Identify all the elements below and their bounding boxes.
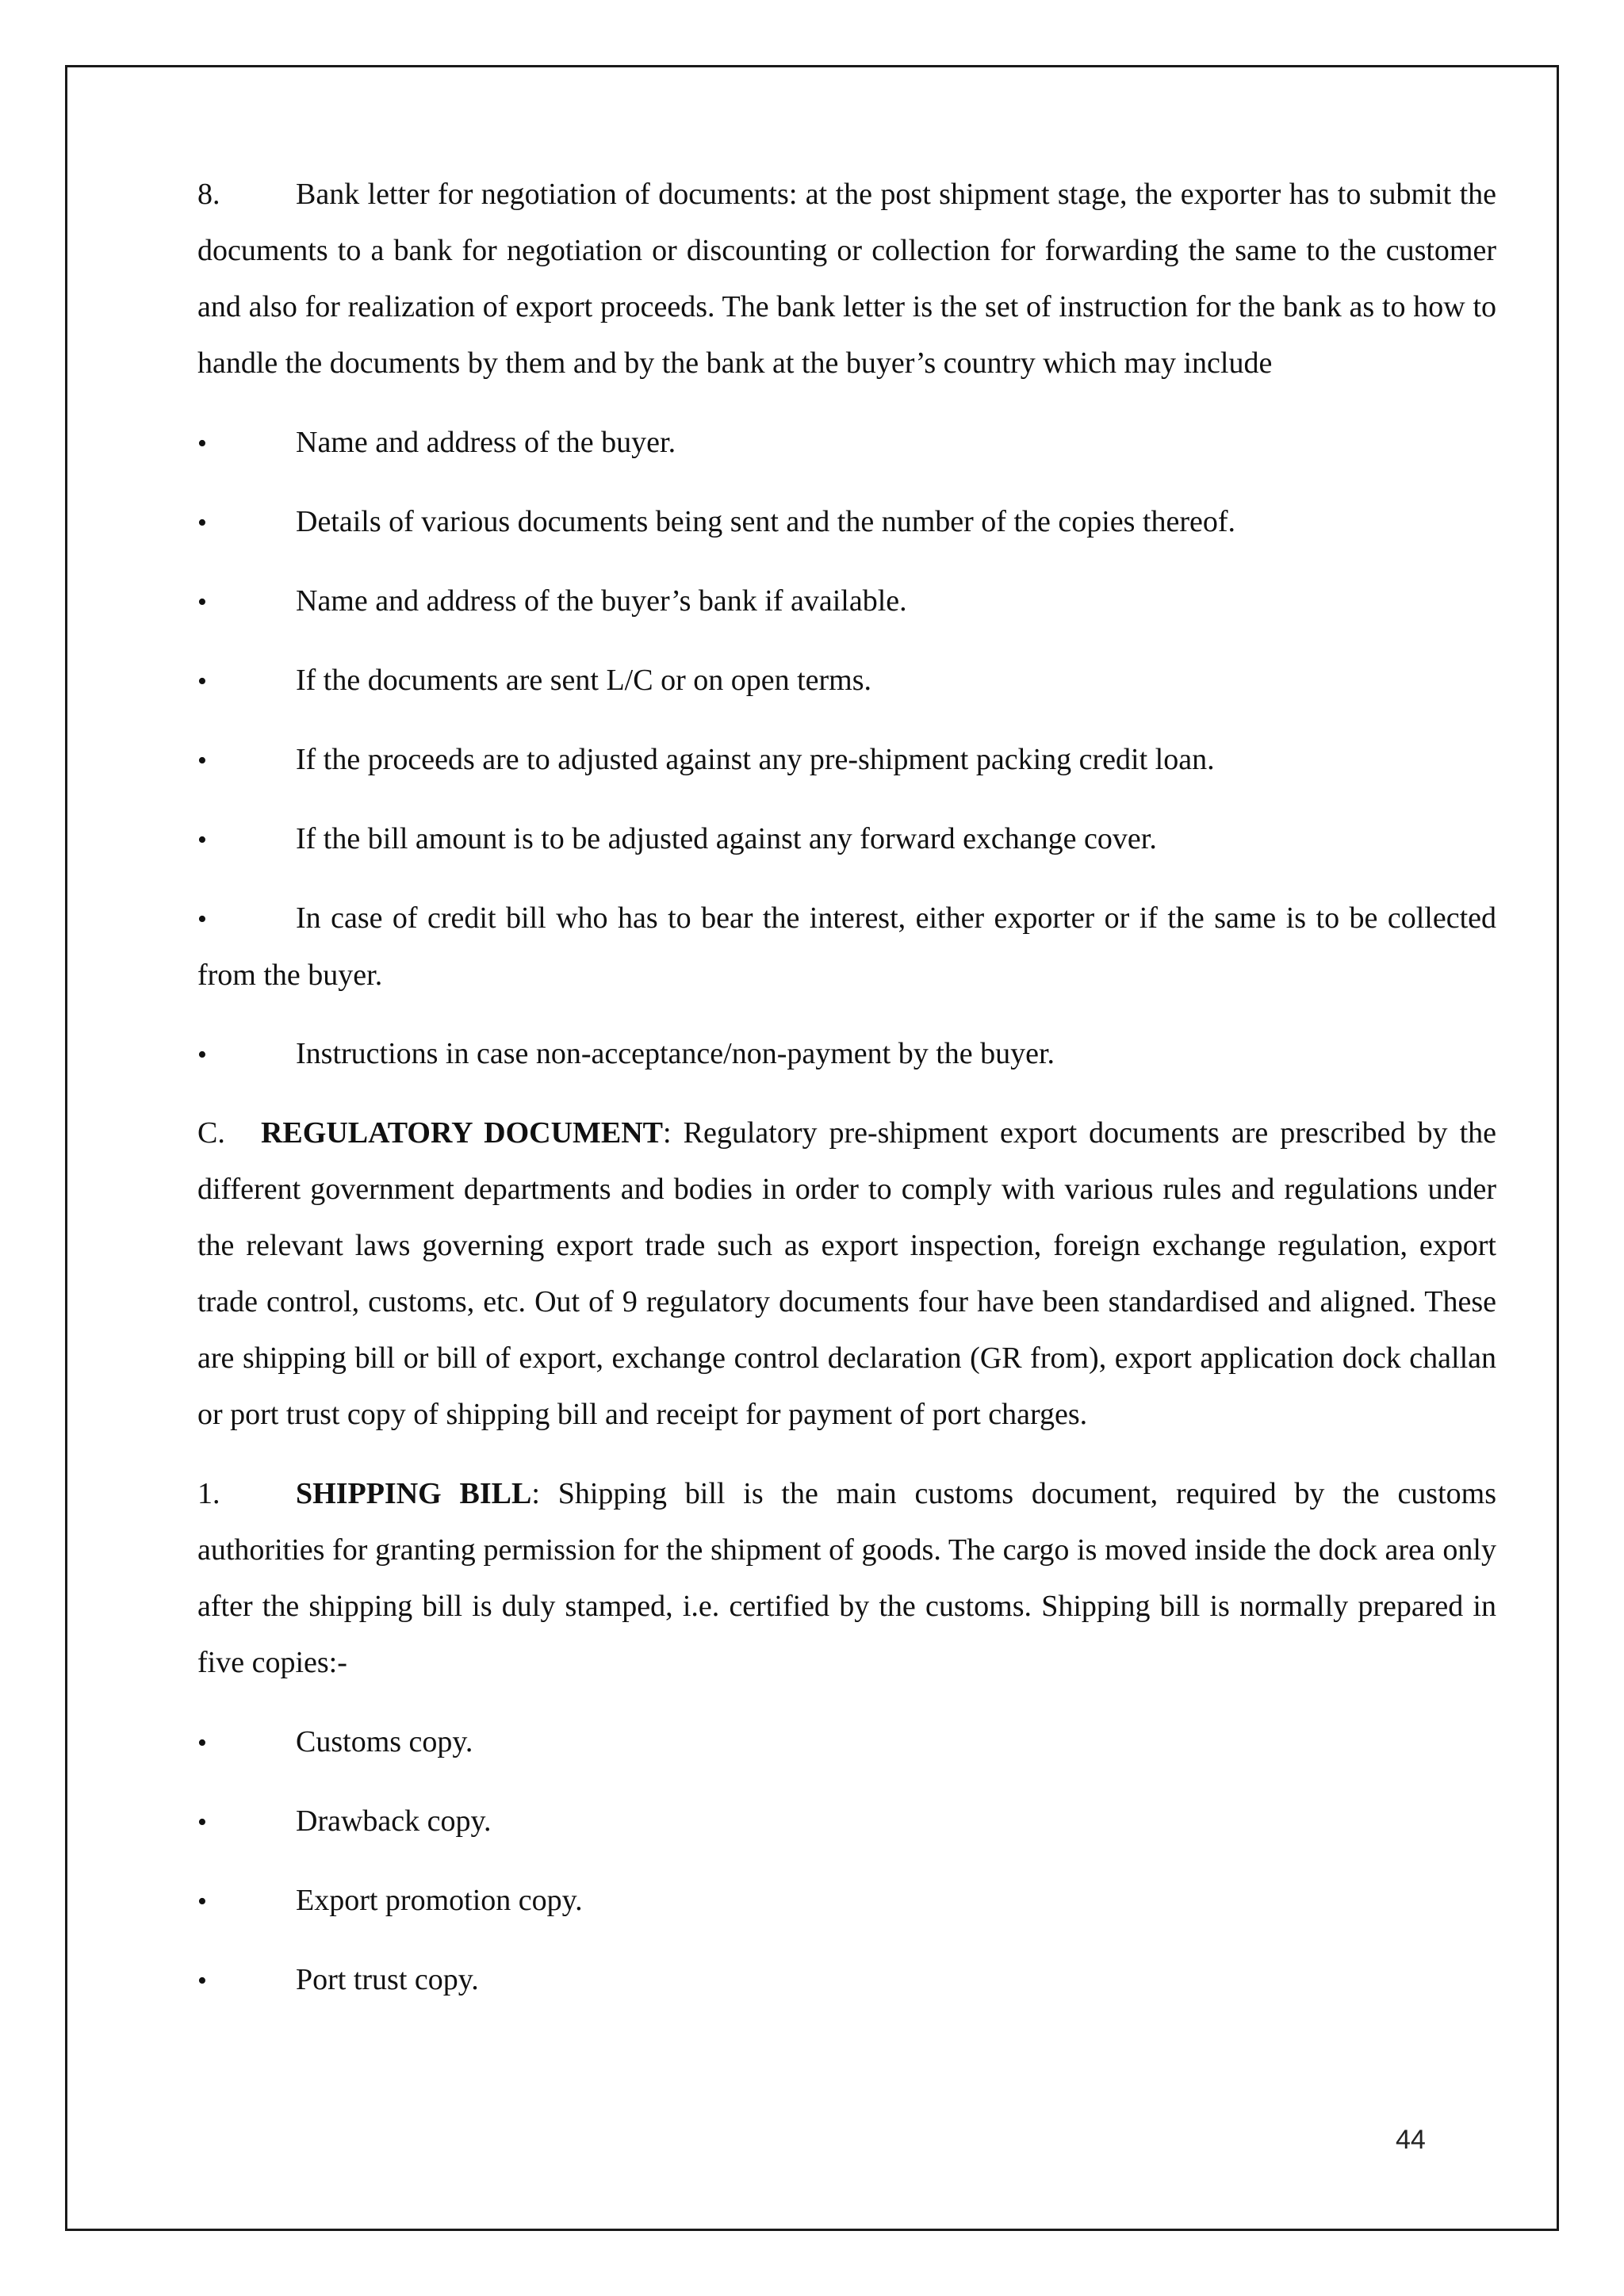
shipping-bill-copies-list (197, 1714, 1496, 2009)
page-number: 44 (1396, 2125, 1426, 2155)
bullet-icon: • (197, 1808, 207, 1837)
list-item-text: Details of various documents being sent and the number of the copies thereof. (296, 505, 1236, 538)
section-8-text: Bank letter for negotiation of documents: at the post shipment stage, the exporter has to submit the documents to a bank for negotiation or discounting or collection for forwarding the same to the customer and also for realization of export proceeds. The bank letter is the set of instruction for the bank as to how to handle the documents by them and by the bank at the buyer’s country which may include (197, 178, 1496, 380)
bullet-icon: • (197, 746, 207, 775)
list-item-text: If the proceeds are to adjusted against any pre-shipment packing credit loan. (296, 743, 1215, 776)
list-item (197, 652, 1496, 710)
list-item (197, 1714, 1496, 1771)
list-item (197, 1793, 1496, 1850)
section-c-text: : Regulatory pre-shipment export documents are prescribed by the different government departments and bodies in order to comply with various rules and regulations under the relevant laws governing export trade such as export inspection, foreign exchange regulation, export trade control, customs, etc. Out of 9 regulatory documents four have been standardised and aligned. These are shipping bill or bill of export, exchange control declaration (GR from), export application dock challan or port trust copy of shipping bill and receipt for payment of port charges. (197, 1116, 1497, 1431)
list-item (197, 573, 1496, 630)
bullet-icon: • (197, 587, 207, 617)
section-c-heading: REGULATORY DOCUMENT (260, 1116, 664, 1150)
list-item (197, 1026, 1496, 1083)
list-item (197, 1873, 1496, 1930)
bullet-icon: • (197, 429, 207, 458)
list-item (197, 1952, 1496, 2009)
shipping-bill-heading: SHIPPING BILL (296, 1477, 532, 1510)
list-item-text: Name and address of the buyer. (296, 426, 676, 459)
bank-letter-list (197, 415, 1496, 1083)
list-item (197, 890, 1496, 1004)
shipping-bill-text: : Shipping bill is the main customs document, required by the customs authorities for granting permission for the shipment of goods. The cargo is moved inside the dock area only after the shipping bill is duly stamped, i.e. certified by the customs. Shipping bill is normally prepared in five copies:- (197, 1477, 1496, 1679)
list-item-text: Port trust copy. (296, 1963, 479, 1996)
bullet-icon: • (197, 905, 207, 934)
section-8-number: 8. (197, 178, 220, 211)
list-item-text: If the bill amount is to be adjusted against any forward exchange cover. (296, 822, 1157, 855)
section-c-prefix: C. (197, 1116, 225, 1150)
list-item (197, 811, 1496, 868)
list-item-text: Instructions in case non-acceptance/non-payment by the buyer. (296, 1037, 1055, 1070)
shipping-bill-paragraph (197, 1466, 1496, 1691)
section-8-paragraph (197, 166, 1496, 392)
document-body (197, 166, 1496, 2031)
list-item (197, 415, 1496, 472)
list-item (197, 494, 1496, 551)
list-item-text: If the documents are sent L/C or on open terms. (296, 664, 872, 697)
list-item (197, 732, 1496, 789)
bullet-icon: • (197, 1887, 207, 1916)
list-item-text: Customs copy. (296, 1725, 473, 1758)
bullet-icon: • (197, 667, 207, 696)
bullet-icon: • (197, 1040, 207, 1070)
section-c-paragraph (197, 1105, 1496, 1443)
bullet-icon: • (197, 825, 207, 855)
section-1-number: 1. (197, 1477, 220, 1510)
bullet-icon: • (197, 1966, 207, 1996)
list-item-text: Drawback copy. (296, 1804, 492, 1838)
list-item-text: Name and address of the buyer’s bank if available. (296, 584, 907, 618)
bullet-icon: • (197, 1728, 207, 1758)
list-item-text: Export promotion copy. (296, 1884, 583, 1917)
bullet-icon: • (197, 508, 207, 538)
list-item-text: In case of credit bill who has to bear the interest, either exporter or if the same is to be collected from the buyer. (197, 901, 1496, 992)
